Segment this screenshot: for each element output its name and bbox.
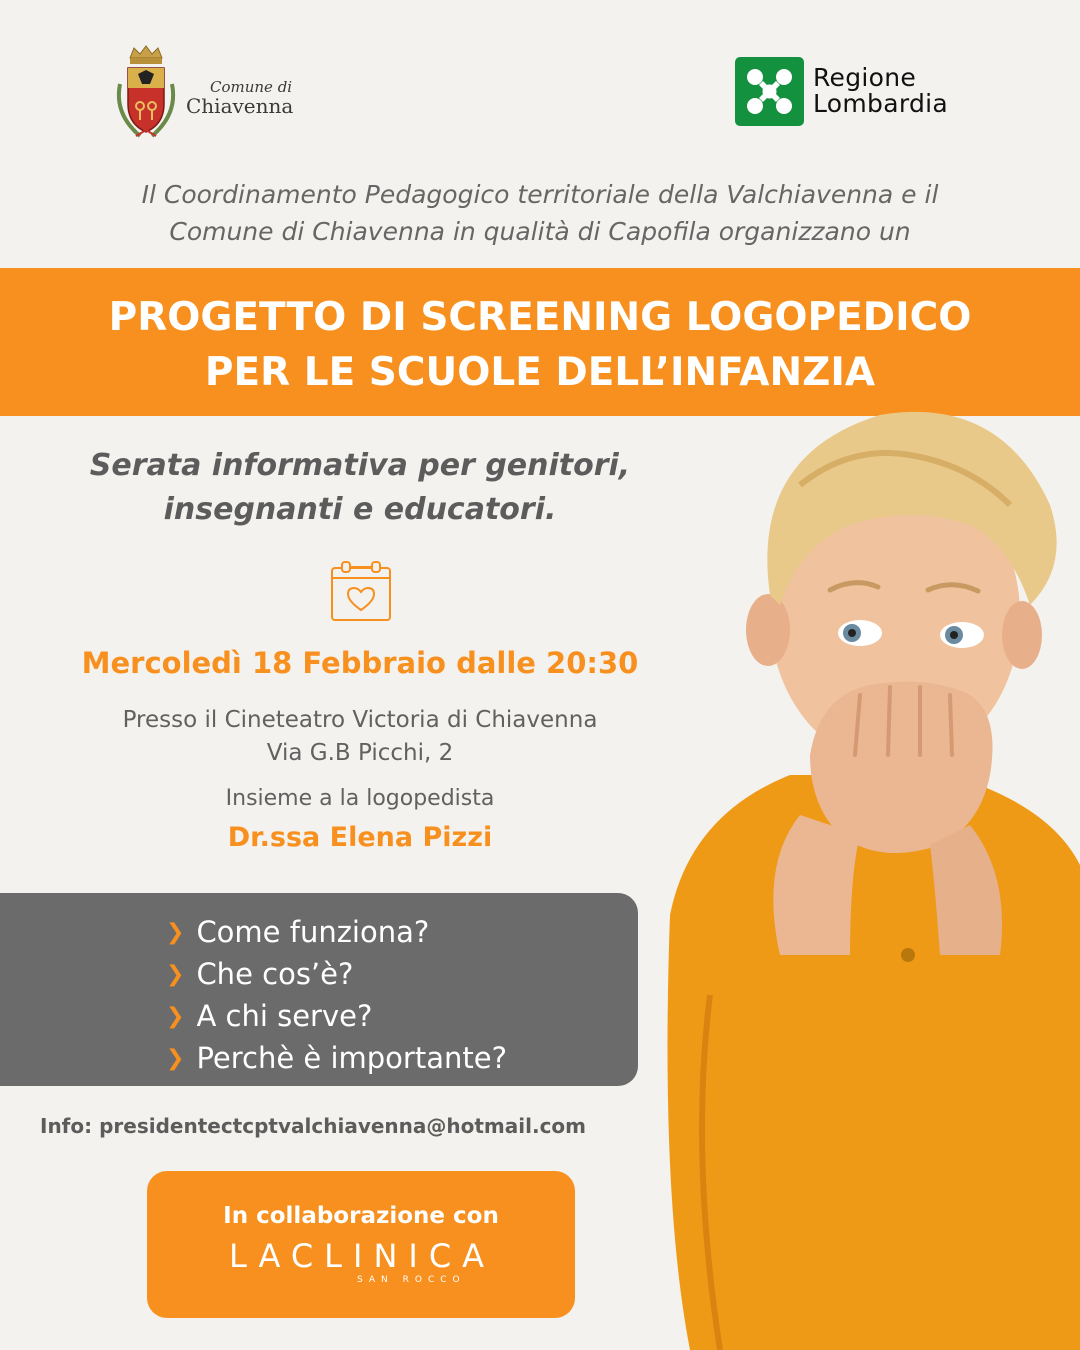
question-text: A chi serve? [196, 999, 373, 1033]
child-photo [650, 395, 1080, 1350]
intro-text [60, 176, 1020, 250]
chiavenna-line1: Comune di [210, 78, 293, 96]
chevron-right-icon: ❯ [166, 1046, 185, 1071]
question-text: Che cos’è? [196, 957, 354, 991]
lombardia-line2: Lombardia [813, 89, 948, 118]
speaker-label: Insieme a la logopedista [225, 786, 495, 811]
event-venue [40, 704, 680, 770]
chevron-right-icon: ❯ [166, 920, 185, 945]
speaker-name: Dr.ssa Elena Pizzi [227, 822, 493, 853]
collaboration-box [147, 1171, 575, 1318]
questions-list [166, 913, 507, 1081]
page-title [0, 290, 1080, 400]
lombardia-line1: Regione [813, 63, 917, 92]
collaboration-label: In collaborazione con [223, 1203, 499, 1229]
event-subtitle [40, 444, 680, 532]
list-item [166, 997, 507, 1039]
venue-line2: Via G.B Picchi, 2 [266, 740, 454, 766]
subtitle-line1: Serata informativa per genitori, [89, 448, 631, 483]
chiavenna-logo [110, 44, 310, 144]
laclinica-sub: SAN ROCCO [357, 1275, 466, 1285]
laclinica-name: LACLINICA [228, 1237, 496, 1275]
title-line2: PER LE SCUOLE DELL’INFANZIA [204, 350, 876, 395]
chiavenna-wordmark [186, 78, 293, 118]
intro-line2: Comune di Chiavenna in qualità di Capofila organizzano un [169, 217, 911, 246]
title-line1: PROGETTO DI SCREENING LOGOPEDICO [108, 295, 972, 340]
intro-line1: Il Coordinamento Pedagogico territoriale della Valchiavenna e il [141, 180, 939, 209]
lombardia-square [735, 57, 804, 126]
questions-box [0, 893, 638, 1086]
subtitle-line2: insegnanti e educatori. [163, 492, 557, 527]
calendar-heart-icon [330, 560, 392, 622]
question-text: Perchè è importante? [196, 1041, 507, 1075]
chiavenna-crest-icon [110, 44, 182, 144]
list-item [166, 913, 507, 955]
contact-info: Info: presidentectcptvalchiavenna@hotmail.com [40, 1114, 587, 1138]
lombardia-wordmark [813, 65, 948, 117]
chevron-right-icon: ❯ [166, 962, 185, 987]
venue-line1: Presso il Cineteatro Victoria di Chiavenna [122, 707, 598, 733]
question-text: Come funziona? [196, 915, 430, 949]
chiavenna-line2: Chiavenna [186, 94, 294, 118]
laclinica-logo [207, 1237, 517, 1285]
title-banner [0, 268, 1080, 416]
chevron-right-icon: ❯ [166, 1004, 185, 1029]
list-item [166, 955, 507, 997]
lombardia-cross-icon [735, 57, 804, 126]
lombardia-logo [735, 57, 985, 129]
list-item [166, 1039, 507, 1081]
event-date: Mercoledì 18 Febbraio dalle 20:30 [81, 646, 639, 680]
